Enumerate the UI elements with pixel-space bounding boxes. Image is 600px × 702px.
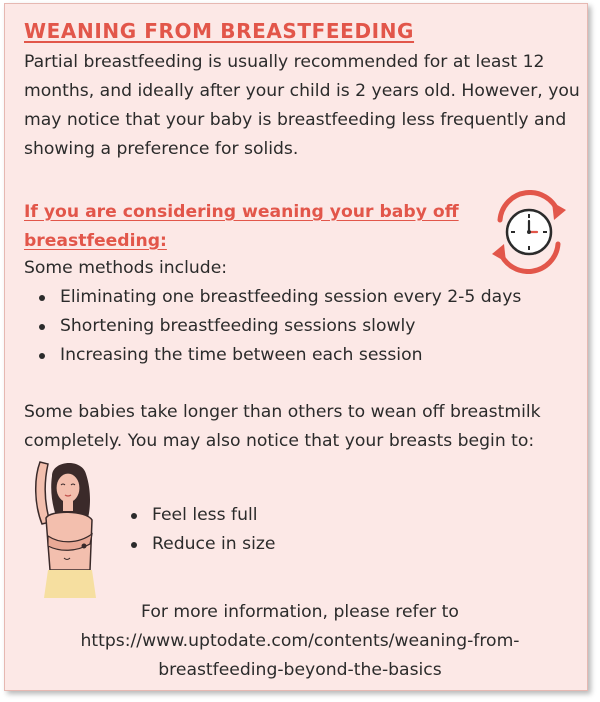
page-title: WEANING FROM BREASTFEEDING — [24, 19, 415, 43]
list-item: Shortening breastfeeding sessions slowly — [24, 312, 521, 341]
weaning-subheading: If you are considering weaning your baby off breastfeeding: — [24, 202, 459, 251]
reference-url-part2: breastfeeding-beyond-the-basics — [158, 660, 442, 680]
clock-icon — [486, 190, 572, 274]
list-item: Feel less full — [116, 501, 276, 530]
methods-intro: Some methods include: — [24, 258, 228, 278]
changes-paragraph: Some babies take longer than others to wean off breastmilk completely. You may also notice that your breasts begin to: — [24, 402, 541, 451]
reference-url-part1: https://www.uptodate.com/contents/weaning-from- — [80, 631, 520, 651]
intro-paragraph: Partial breastfeeding is usually recommended for at least 12 months, and ideally after your child is 2 years old. However, you may notice that your baby is breastfeeding less frequently and showing a preference for solids. — [24, 52, 580, 159]
list-item: Eliminating one breastfeeding session every 2-5 days — [24, 283, 521, 312]
footer-text: For more information, please refer to — [141, 602, 459, 622]
methods-list — [24, 283, 521, 370]
list-item: Increasing the time between each session — [24, 341, 521, 370]
list-item: Reduce in size — [116, 530, 276, 559]
woman-illustration — [30, 458, 106, 598]
breast-changes-list — [116, 501, 276, 559]
more-info-footer — [0, 598, 600, 685]
